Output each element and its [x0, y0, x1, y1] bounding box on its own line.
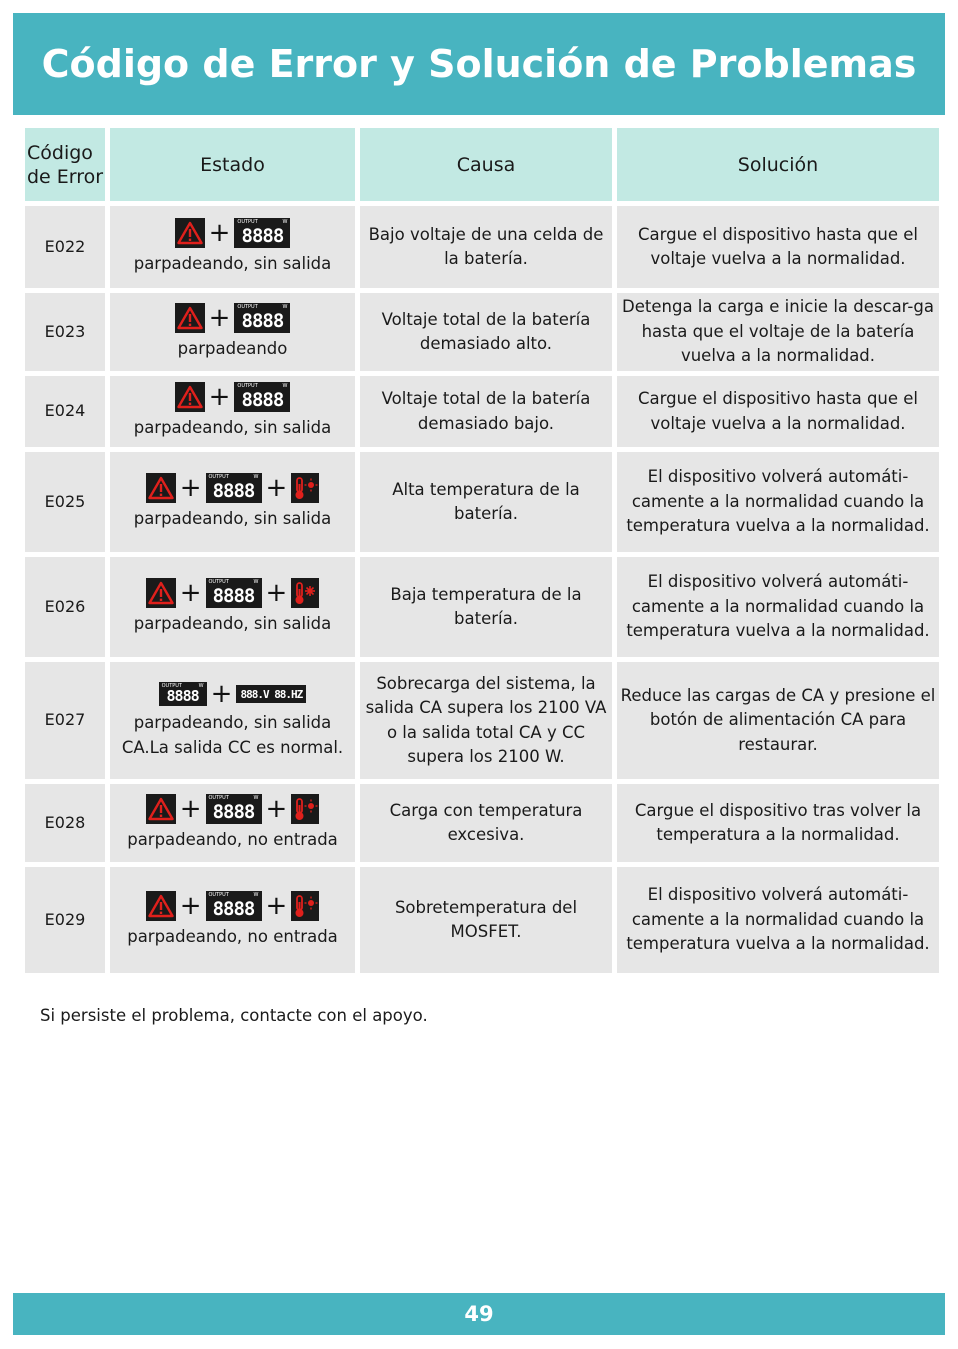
table-row — [25, 867, 939, 973]
table-row — [25, 784, 939, 862]
error-solution: El dispositivo volverá automáti-camente a la normalidad cuando la temperatura vuelva a la normalidad. — [617, 867, 939, 973]
plus-sign: + — [208, 217, 231, 248]
output-display-icon — [234, 382, 290, 412]
error-cause: Sobrecarga del sistema, la salida CA supera los 2100 VA o la salida total CA y CC supera los 2100 W. — [360, 662, 612, 779]
lcd-output-label: OUTPUT — [237, 383, 258, 390]
error-solution: Cargue el dispositivo tras volver la temperatura a la normalidad. — [617, 784, 939, 862]
header-cause: Causa — [360, 128, 612, 201]
high-temperature-icon — [291, 473, 319, 503]
plus-sign: + — [265, 793, 288, 824]
error-state — [110, 662, 355, 779]
warning-icon — [146, 578, 176, 608]
error-state-text: parpadeando, sin salida — [133, 508, 332, 528]
lcd-digits: 8888 — [212, 800, 255, 823]
lcd-unit-label: W — [253, 794, 259, 801]
header-solution: Solución — [617, 128, 939, 201]
footer-bar — [13, 1293, 945, 1335]
table-row — [25, 376, 939, 447]
warning-icon — [175, 382, 205, 412]
support-footnote: Si persiste el problema, contacte con el apoyo. — [40, 1006, 428, 1025]
lcd-unit-label: W — [282, 383, 288, 390]
output-display-icon — [206, 891, 262, 921]
lcd-digits: 8888 — [241, 224, 284, 247]
output-display-icon — [206, 578, 262, 608]
error-state — [110, 206, 355, 288]
error-solution: Reduce las cargas de CA y presione el botón de alimentación CA para restaurar. — [617, 662, 939, 779]
error-solution: Cargue el dispositivo hasta que el voltaje vuelva a la normalidad. — [617, 376, 939, 447]
indicator-symbols — [113, 681, 352, 707]
error-code-table — [20, 123, 944, 978]
error-state-text: parpadeando, sin salida CA.La salida CC es normal. — [121, 713, 344, 757]
plus-sign: + — [265, 890, 288, 921]
lcd-digits: 8888 — [241, 309, 284, 332]
table-header-row — [25, 128, 939, 201]
warning-icon — [146, 794, 176, 824]
indicator-symbols — [113, 891, 352, 921]
plus-sign: + — [265, 472, 288, 503]
error-solution: Detenga la carga e inicie la descar-ga hasta que el voltaje de la batería vuelva a la normalidad. — [617, 293, 939, 371]
error-cause: Sobretemperatura del MOSFET. — [360, 867, 612, 973]
error-cause: Voltaje total de la batería demasiado alto. — [360, 293, 612, 371]
error-solution: El dispositivo volverá automáti-camente a la normalidad cuando la temperatura vuelva a la normalidad. — [617, 557, 939, 657]
lcd-output-label: OUTPUT — [237, 303, 258, 310]
title-banner — [13, 13, 945, 115]
error-state — [110, 293, 355, 371]
table-row — [25, 206, 939, 288]
error-code: E027 — [25, 662, 105, 779]
error-code: E022 — [25, 206, 105, 288]
lcd-digits: 8888 — [212, 479, 255, 502]
plus-sign: + — [179, 890, 202, 921]
lcd-digits: 8888 — [212, 897, 255, 920]
plus-sign: + — [265, 577, 288, 608]
output-display-icon — [206, 794, 262, 824]
indicator-symbols — [113, 473, 352, 503]
lcd-output-label: OUTPUT — [208, 794, 229, 801]
plus-sign: + — [210, 679, 233, 709]
lcd-output-label: OUTPUT — [208, 578, 229, 585]
lcd-unit-label: W — [282, 303, 288, 310]
error-state-text: parpadeando, no entrada — [127, 926, 338, 946]
header-state: Estado — [110, 128, 355, 201]
plus-sign: + — [208, 382, 231, 413]
plus-sign: + — [179, 577, 202, 608]
lcd-digits: 8888 — [241, 389, 284, 412]
warning-icon — [175, 303, 205, 333]
table-row — [25, 293, 939, 371]
high-temperature-icon — [291, 891, 319, 921]
error-cause: Baja temperatura de la batería. — [360, 557, 612, 657]
error-state — [110, 557, 355, 657]
lcd-digits: 8888 — [166, 687, 199, 705]
low-temperature-icon — [291, 578, 319, 608]
error-code: E023 — [25, 293, 105, 371]
indicator-symbols — [113, 303, 352, 333]
indicator-symbols — [113, 218, 352, 248]
output-display-icon — [206, 473, 262, 503]
error-code: E026 — [25, 557, 105, 657]
page-title: Código de Error y Solución de Problemas — [41, 42, 917, 86]
error-code: E024 — [25, 376, 105, 447]
error-state-text: parpadeando, sin salida — [133, 253, 332, 273]
lcd-output-label: OUTPUT — [161, 683, 182, 689]
error-state-text: parpadeando — [177, 338, 288, 358]
error-solution: El dispositivo volverá automáti-camente a la normalidad cuando la temperatura vuelva a la normalidad. — [617, 452, 939, 552]
table-row — [25, 557, 939, 657]
error-cause: Alta temperatura de la batería. — [360, 452, 612, 552]
lcd-unit-label: W — [282, 218, 288, 225]
high-temperature-icon — [291, 794, 319, 824]
lcd-unit-label: W — [198, 683, 204, 689]
error-solution: Cargue el dispositivo hasta que el voltaje vuelva a la normalidad. — [617, 206, 939, 288]
error-code: E025 — [25, 452, 105, 552]
error-state — [110, 784, 355, 862]
plus-sign: + — [179, 472, 202, 503]
error-state — [110, 867, 355, 973]
table-row — [25, 662, 939, 779]
error-state-text: parpadeando, sin salida — [133, 613, 332, 633]
error-state-text: parpadeando, no entrada — [127, 829, 338, 849]
lcd-output-label: OUTPUT — [208, 891, 229, 898]
output-display-icon — [159, 682, 207, 706]
error-state — [110, 452, 355, 552]
lcd-digits: 8888 — [212, 584, 255, 607]
error-cause: Carga con temperatura excesiva. — [360, 784, 612, 862]
header-code-line1: Código — [27, 141, 93, 164]
lcd-output-label: OUTPUT — [237, 218, 258, 225]
warning-icon — [146, 473, 176, 503]
ac-voltage-frequency-display-icon — [236, 685, 306, 703]
warning-icon — [175, 218, 205, 248]
error-code: E029 — [25, 867, 105, 973]
lcd-unit-label: W — [253, 473, 259, 480]
error-state — [110, 376, 355, 447]
lcd-output-label: OUTPUT — [208, 473, 229, 480]
error-cause: Bajo voltaje de una celda de la batería. — [360, 206, 612, 288]
error-state-text: parpadeando, sin salida — [133, 418, 332, 438]
indicator-symbols — [113, 382, 352, 412]
wide-lcd-digits: 888.V 88.HZ — [240, 688, 303, 701]
lcd-unit-label: W — [253, 891, 259, 898]
header-code — [25, 128, 105, 201]
plus-sign: + — [208, 302, 231, 333]
plus-sign: + — [179, 793, 202, 824]
error-code: E028 — [25, 784, 105, 862]
lcd-unit-label: W — [253, 578, 259, 585]
output-display-icon — [234, 303, 290, 333]
warning-icon — [146, 891, 176, 921]
indicator-symbols — [113, 578, 352, 608]
indicator-symbols — [113, 794, 352, 824]
table-row — [25, 452, 939, 552]
header-code-line2: de Error — [27, 165, 104, 188]
error-cause: Voltaje total de la batería demasiado bajo. — [360, 376, 612, 447]
output-display-icon — [234, 218, 290, 248]
page-number: 49 — [464, 1302, 494, 1326]
